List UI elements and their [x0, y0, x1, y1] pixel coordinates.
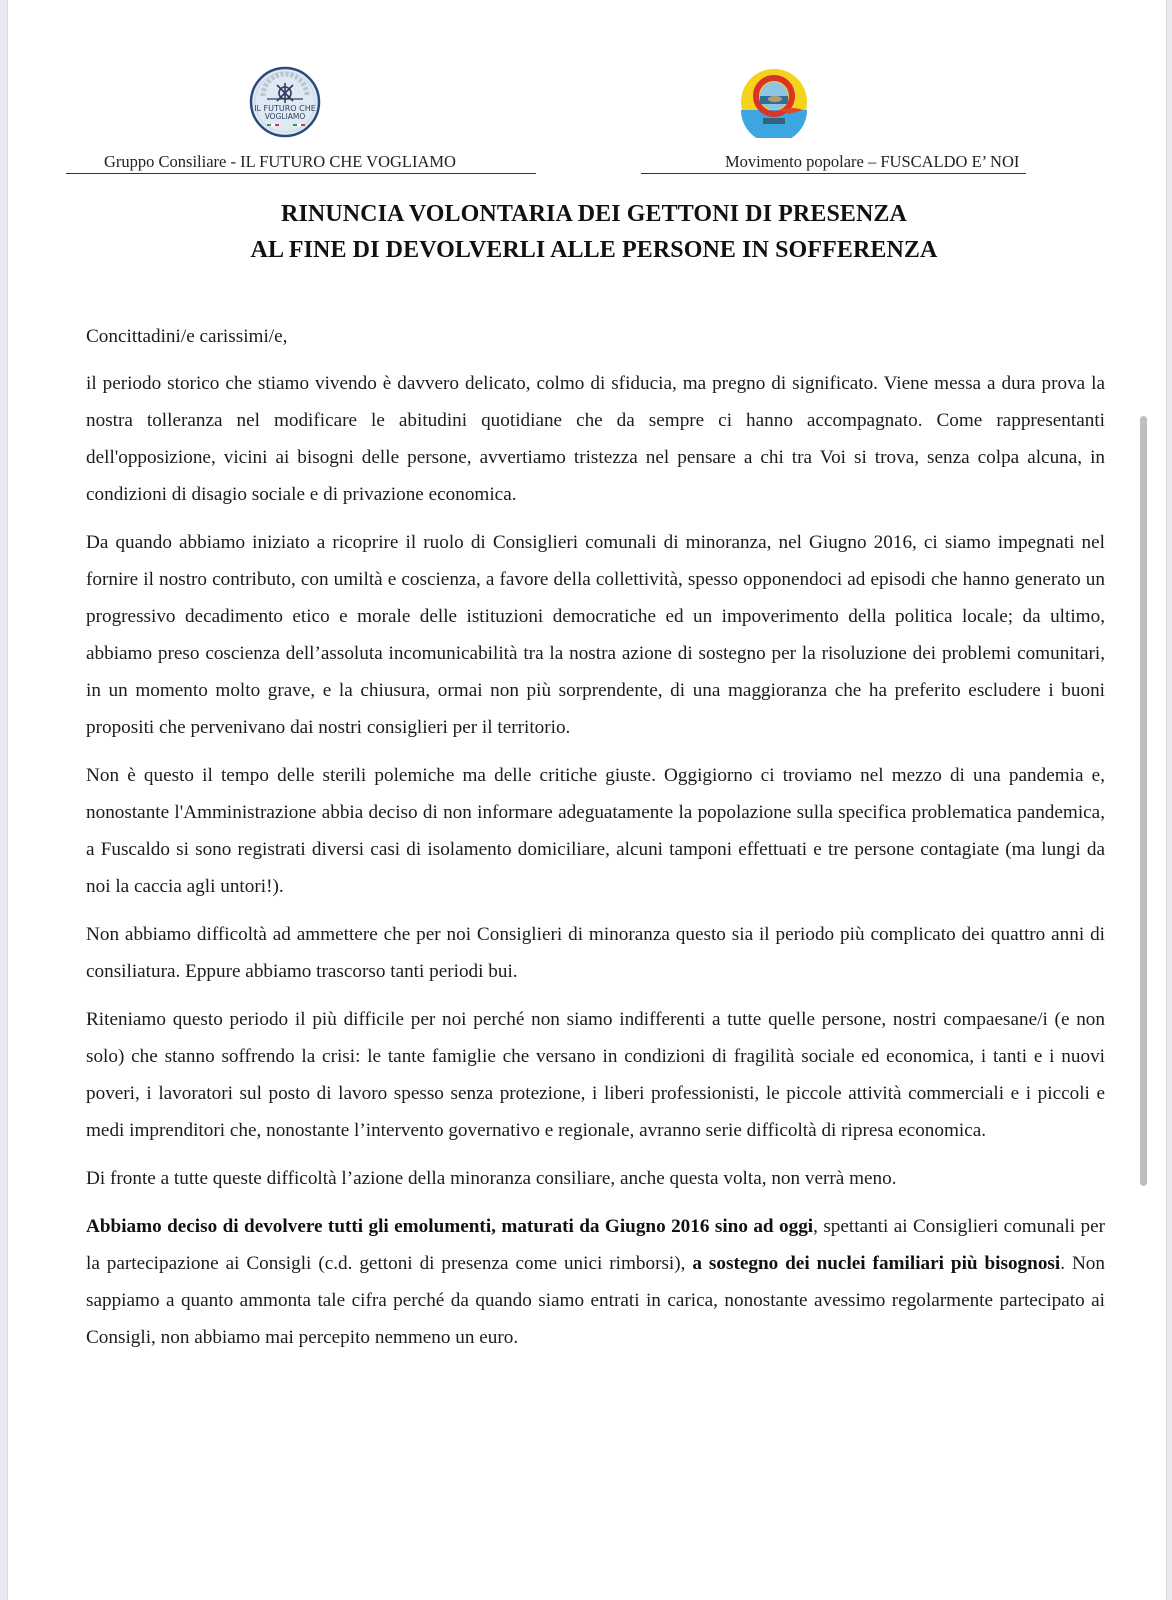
- letterhead-right: [641, 62, 1026, 174]
- paragraph-final: [86, 1208, 1105, 1356]
- document-title: [8, 196, 1172, 268]
- letterhead-left: [66, 62, 536, 174]
- salutation: Concittadini/e carissimi/e,: [86, 326, 288, 347]
- final-text-2: . Non sappiamo a quanto ammonta tale cifra perché da quando siamo entrati in carica, nonostante avessimo regolarmente partecipato ai Consigli, non abbiamo mai percepito nemmeno un euro.: [86, 1253, 1105, 1348]
- document-page: [8, 0, 1166, 1600]
- paragraph-3: Non è questo il tempo delle sterili polemiche ma delle critiche giuste. Oggigiorno ci troviamo nel mezzo di una pandemia e, nonostante l'Amministrazione abbia deciso di non informare adeguatamente la popolazione sulla specifica problematica pandemica, a Fuscaldo si sono registrati diversi casi di isolamento domiciliare, alcuni tamponi effettuati e tre persone contagiate (ma lungi da noi la caccia agli untori!).: [86, 765, 1105, 897]
- letterhead-divider-left: [66, 173, 536, 174]
- scrollbar-thumb[interactable]: [1140, 416, 1147, 1186]
- paragraph-4: Non abbiamo difficoltà ad ammettere che per noi Consiglieri di minoranza questo sia il periodo più complicato dei quattro anni di consiliatura. Eppure abbiamo trascorso tanti periodi bui.: [86, 924, 1105, 982]
- letterhead-divider-right: [641, 173, 1026, 174]
- letter-body: [86, 318, 1105, 1367]
- paragraph-1: il periodo storico che stiamo vivendo è davvero delicato, colmo di sfiducia, ma pregno di significato. Viene messa a dura prova la nostra tolleranza nel modificare le abitudini quotidiane che da sempre ci hanno accompagnato. Come rappresentanti dell'opposizione, vicini ai bisogni delle persone, avvertiamo tristezza nel pensare a chi tra Voi si trova, senza colpa alcuna, in condizioni di disagio sociale e di privazione economica.: [86, 373, 1105, 505]
- logo-text-line1: IL FUTURO CHE: [254, 104, 316, 113]
- movimento-popolare-logo-icon: [739, 66, 809, 138]
- letterhead: [66, 62, 1026, 174]
- final-bold-1: Abbiamo deciso di devolvere tutti gli emolumenti, maturati da Giugno 2016 sino ad oggi: [86, 1216, 814, 1237]
- vertical-scrollbar[interactable]: [1136, 0, 1150, 1600]
- final-bold-2: a sostegno dei nuclei familiari più bisognosi: [692, 1253, 1061, 1274]
- final-text-1: , spettanti ai Consiglieri comunali per la partecipazione ai Consigli (c.d. gettoni di presenza come unici rimborsi),: [86, 1216, 1105, 1274]
- title-line-1: RINUNCIA VOLONTARIA DEI GETTONI DI PRESENZA: [281, 201, 907, 227]
- logo-text-line2: VOGLIAMO: [264, 112, 306, 121]
- paragraph-5: Riteniamo questo periodo il più difficile per noi perché non siamo indifferenti a tutte quelle persone, nostri compaesane/i (e non solo) che stanno soffrendo la crisi: le tante famiglie che versano in condizioni di fragilità sociale ed economica, i tanti e i nuovi poveri, i lavoratori sul posto di lavoro spesso senza protezione, i liberi professionisti, le piccole attività commerciali e i piccoli e medi imprenditori che, nonostante l’intervento governativo e regionale, avranno serie difficoltà di ripresa economica.: [86, 1009, 1105, 1141]
- right-group-label: Movimento popolare – FUSCALDO E’ NOI: [725, 152, 1020, 171]
- paragraph-2: Da quando abbiamo iniziato a ricoprire il ruolo di Consiglieri comunali di minoranza, nel Giugno 2016, ci siamo impegnati nel fornire il nostro contributo, con umiltà e coscienza, a favore della collettività, spesso opponendoci ad episodi che hanno generato un progressivo decadimento etico e morale delle istituzioni democratiche ed un impoverimento della politica locale; da ultimo, abbiamo preso coscienza dell’assoluta incomunicabilità tra la nostra azione di sostegno per la risoluzione dei problemi comunitari, in un momento molto grave, e la chiusura, ormai non più sorprendente, di una maggioranza che ha preferito escludere i buoni propositi che pervenivano dai nostri consiglieri per il territorio.: [86, 532, 1105, 738]
- il-futuro-che-vogliamo-logo-icon: [249, 66, 321, 138]
- paragraph-6: Di fronte a tutte queste difficoltà l’azione della minoranza consiliare, anche questa volta, non verrà meno.: [86, 1168, 897, 1189]
- document-viewer: [7, 0, 1167, 1600]
- left-group-label: Gruppo Consiliare - IL FUTURO CHE VOGLIAMO: [104, 152, 456, 171]
- title-line-2: AL FINE DI DEVOLVERLI ALLE PERSONE IN SOFFERENZA: [250, 237, 938, 263]
